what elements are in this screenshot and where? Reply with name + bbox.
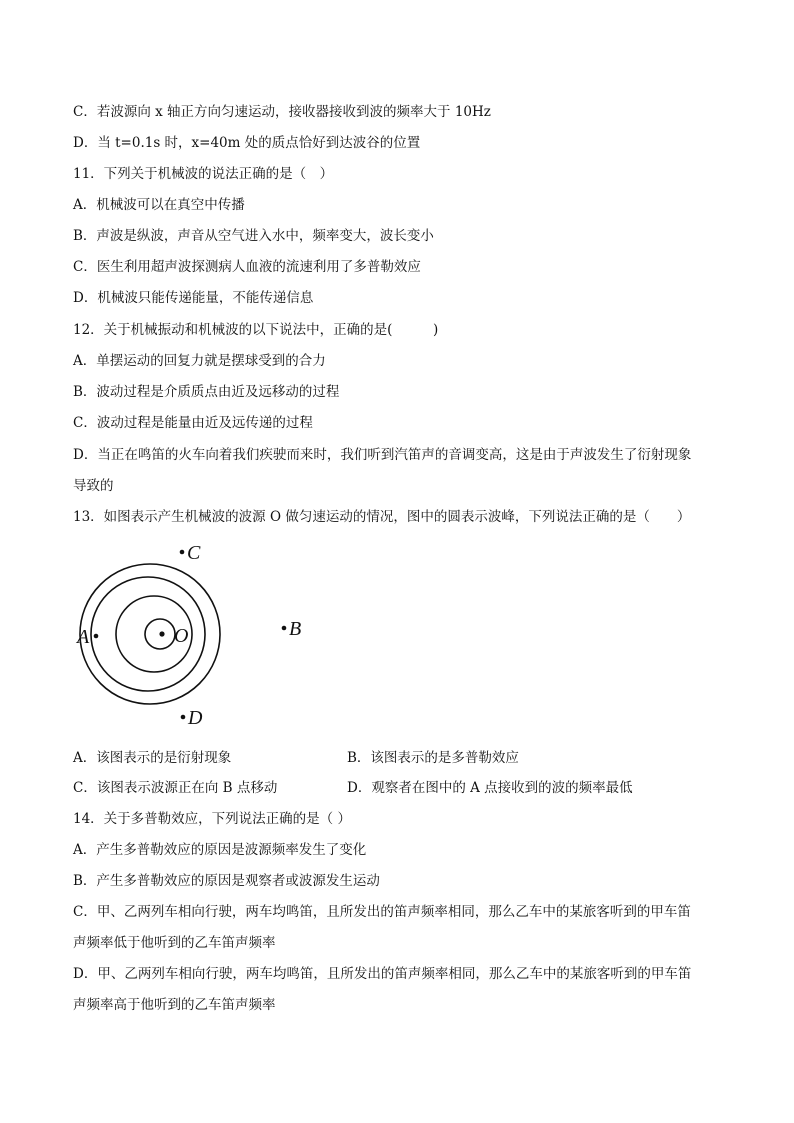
q14-option-a: A．产生多普勒效应的原因是波源频率发生了变化 (73, 842, 367, 858)
wave-crest-outer (80, 564, 220, 704)
wave-source-figure (70, 538, 330, 734)
q11-option-c: C．医生利用超声波探测病人血液的流速利用了多普勒效应 (73, 259, 421, 275)
q13-option-d: D．观察者在图中的 A 点接收到的波的频率最低 (347, 780, 633, 796)
point-d-dot (181, 715, 186, 720)
q13-option-a: A．该图表示的是衍射现象 (73, 750, 232, 766)
q12-stem: 12．关于机械振动和机械波的以下说法中，正确的是( ) (73, 322, 439, 338)
q11-option-d: D．机械波只能传递能量，不能传递信息 (73, 290, 314, 306)
label-o: O (174, 625, 189, 647)
label-d: D (188, 707, 203, 729)
q11-option-a: A．机械波可以在真空中传播 (73, 197, 245, 213)
point-c-dot (180, 550, 185, 555)
label-a: A (77, 626, 90, 648)
q14-option-c-line2: 声频率低于他听到的乙车笛声频率 (73, 935, 276, 951)
q14-option-d-line1: D．甲、乙两列车相向行驶，两车均鸣笛，且所发出的笛声频率相同，那么乙车中的某旅客听到的甲车笛 (73, 966, 692, 982)
q11-stem: 11．下列关于机械波的说法正确的是（ ） (73, 166, 334, 182)
q12-option-d-line1: D．当正在鸣笛的火车向着我们疾驶而来时，我们听到汽笛声的音调变高，这是由于声波发生了衍射现象 (73, 447, 692, 463)
point-a-dot (94, 634, 99, 639)
q13-stem: 13．如图表示产生机械波的波源 O 做匀速运动的情况，图中的圆表示波峰，下列说法正确的是（ ） (73, 509, 691, 525)
source-o-dot (159, 631, 164, 636)
q14-option-b: B．产生多普勒效应的原因是观察者或波源发生运动 (73, 873, 380, 889)
label-b: B (289, 618, 302, 640)
q10-option-d: D．当 t=0.1s 时，x=40m 处的质点恰好到达波谷的位置 (73, 135, 421, 151)
label-c: C (187, 542, 201, 564)
q14-option-d-line2: 声频率高于他听到的乙车笛声频率 (73, 997, 276, 1013)
q12-option-b: B．波动过程是介质质点由近及远移动的过程 (73, 384, 340, 400)
q13-option-c: C．该图表示波源正在向 B 点移动 (73, 780, 278, 796)
q14-stem: 14．关于多普勒效应，下列说法正确的是（ ） (73, 811, 351, 827)
q12-option-c: C．波动过程是能量由近及远传递的过程 (73, 415, 313, 431)
q10-option-c: C．若波源向 x 轴正方向匀速运动，接收器接收到波的频率大于 10Hz (73, 104, 491, 120)
q14-option-c-line1: C．甲、乙两列车相向行驶，两车均鸣笛，且所发出的笛声频率相同，那么乙车中的某旅客听到的甲车笛 (73, 904, 691, 920)
q12-option-d-line2: 导致的 (73, 478, 114, 494)
q13-option-b: B．该图表示的是多普勒效应 (347, 750, 519, 766)
q12-option-a: A．单摆运动的回复力就是摆球受到的合力 (73, 353, 326, 369)
point-b-dot (282, 626, 287, 631)
q11-option-b: B．声波是纵波，声音从空气进入水中，频率变大，波长变小 (73, 228, 434, 244)
